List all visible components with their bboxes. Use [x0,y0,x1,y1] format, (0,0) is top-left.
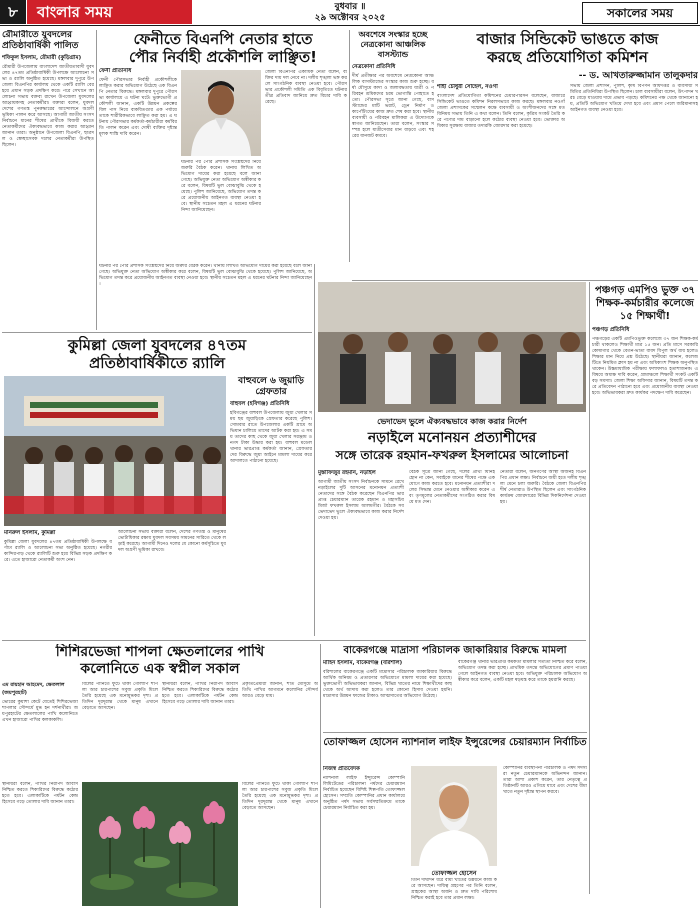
bakerganj-body-a: বরিশালের বাকেরগঞ্জে একটি মাদ্রাসার পরিচালক জাকারিয়ার বিরুদ্ধে আর্থিক অনিয়ম ও প্রতারণার অভিযোগে মামলা দায়ের করা হয়েছে। ভুক্তভোগী অভিভাবকরা জানান, বিভিন্ন খাতের নামে শিক্ষার্থীদের কাছ থেকে অর্থ আদায় করা হলেও তার কোনো হিসাব দেওয়া হয়নি। মাদ্রাসার উন্নয়ন ফান্ডের টাকাও আত্মসাতের অভিযোগ উঠেছে। [323,670,452,699]
shapla-headline-2: কলোনিতে এক স্বপ্নীল সকাল [80,661,240,677]
comilla-headline-2: প্রতিষ্ঠাবার্ষিকীতে র‍্যালি [89,354,225,372]
shapla-body-d-cont: বিলের পানিতে ফুটে থাকা গোলাপি শাপলা আর চারপাশের সবুজ প্রকৃতি মিলে তৈরি হয়েছে এক মনোমুগ্ধকর দৃশ্য। প্রতিদিন দূরদূরান্ত থেকে মানুষ এখানে বেড়াতে আসছেন। [242,782,318,811]
issue-day: বুধবার ॥ [334,2,366,12]
panchagarh-byline: পঞ্চগড় প্রতিনিধি [592,327,630,333]
page-number-box [0,0,26,24]
bakerganj-headline: বাকেরগঞ্জে মাদ্রাসা পরিচালক জাকারিয়ার বিরুদ্ধে মামলা [343,645,567,656]
lily-image [82,782,238,906]
issue-date [270,2,430,24]
bakerganj-body-b: বাকেরগঞ্জ থানার ভারপ্রাপ্ত কর্মকর্তা মামলার সত্যতা নিশ্চিত করে বলেন, অভিযোগ তদন্ত করা হচ্ছে। প্রাথমিক তদন্তে অভিযোগের প্রমাণ পাওয়া গেলে আইনগত ব্যবস্থা নেওয়া হবে। অভিযুক্ত পরিচালক অভিযোগ অস্বীকার করে বলেন, একটি মহল ষড়যন্ত্র করে তাকে হয়রানি করছে। [458,660,587,683]
narail-body-a: আগামী জাতীয় সংসদ নির্বাচনকে সামনে রেখে নড়াইলের দুটি আসনের মনোনয়ন প্রত্যাশী নেতাদের সঙ্গে বৈঠক করেছেন বিএনপির ভারপ্রাপ্ত চেয়ারম্যান তারেক রহমান ও মহাসচিব মির্জা ফখরুল ইসলাম আলমগীর। বৈঠকে সব ভেদাভেদ ভুলে ঐক্যবদ্ধভাবে কাজ করার নির্দেশ দেওয়া হয়। [318,480,404,521]
shapla-body-d: প্রকৃতিপ্রেমীরা জানান, শীত মৌসুমে অতিথি পাখির আগমনে কলোনির সৌন্দর্য আরও বেড়ে যায়। [242,682,318,699]
tofazzal-col-2 [411,878,497,906]
bazar-col-1 [437,84,565,274]
feni-body-b: ঘটনার পর পৌর প্রশাসক সংশ্লিষ্টদের নিয়ে জরুরি বৈঠক করেন। থানায় লিখিত অভিযোগ দায়ের করা হয়েছে বলে জানা গেছে। অভিযুক্ত নেতা অভিযোগ অস্বীকার করে বলেন, বিষয়টি ভুল বোঝাবুঝি থেকে হয়েছে। পুলিশ জানিয়েছে, অভিযোগ তদন্ত করে প্রয়োজনীয় আইনগত ব্যবস্থা নেওয়া হবে। স্থানীয় সচেতন মহল এ ধরনের ঘটনার নিন্দা জানিয়েছেন। [181,160,261,213]
feni-body-a-cont: ঘটনার পর পৌর প্রশাসক সংশ্লিষ্টদের নিয়ে জরুরি বৈঠক করেন। থানায় লিখিত অভিযোগ দায়ের করা হয়েছে বলে জানা গেছে। অভিযুক্ত নেতা অভিযোগ অস্বীকার করে বলেন, বিষয়টি ভুল বোঝাবুঝি থেকে হয়েছে। পুলিশ জানিয়েছে, অভিযোগ তদন্ত করে প্রয়োজনীয় আইনগত ব্যবস্থা নেওয়া হবে। স্থানীয় সচেতন মহল এ ধরনের ঘটনার নিন্দা জানিয়েছেন। [99,264,312,287]
narail-col-3 [500,470,586,636]
article-feni [99,30,347,262]
narail-caption: ভেদাভেদ ভুলে ঐক্যবদ্ধভাবে কাজ করার নির্দেশ [377,417,527,426]
bakerganj-col-2 [458,660,587,730]
tofazzal-body-a: ন্যাশনাল লাইফ ইন্স্যুরেন্স কোম্পানি লিমিটেডের পরিচালনা পর্ষদের চেয়ারম্যান নির্বাচিত হয়েছেন বিশিষ্ট শিল্পপতি তোফাজ্জল হোসেন। সম্প্রতি কোম্পানির প্রধান কার্যালয়ে অনুষ্ঠিত পর্ষদ সভায় সর্বসম্মতিক্রমে তাকে চেয়ারম্যান নির্বাচিত করা হয়। [323,776,405,811]
bazar-body-b: সভায় জেলা প্রশাসন, পুলিশ, কৃষি বিপণন অধিদপ্তর ও ব্যবসায়ী সমিতির প্রতিনিধিরা উপস্থিত ছিলেন। চাল ব্যবসায়ীরা বলেন, উৎপাদন খরচ বেড়ে যাওয়ায় দামে প্রভাব পড়ছে। কমিশনের পক্ষ থেকে জানানো হয়, প্রতিটি অভিযোগ খতিয়ে দেখা হবে এবং প্রমাণ পেলে জরিমানাসহ আইনগত ব্যবস্থা নেওয়া হবে। [570,84,698,113]
shapla-headline-1: শিশিরভেজা শাপলা ক্ষেতলালের পাখি [55,644,265,660]
shapla-col-1b [2,782,78,906]
tofazzal-photo-caption: তোফাজ্জল হোসেন [431,870,477,877]
section-banner [27,0,192,24]
tofazzal-body-b: তিনি দীর্ঘদিন ধরে বীমা খাতের উন্নয়নে কাজ করে আসছেন। দায়িত্ব গ্রহণের পর তিনি বলেন, গ্রাহকের আস্থা অর্জন ও দ্রুত দাবি পরিশোধ নিশ্চিত করাই হবে তার প্রধান লক্ষ্য। [411,878,497,901]
bahubal-byline: বাহুবল (হবিগঞ্জ) প্রতিনিধি [230,401,290,407]
article-netrokona [352,30,434,278]
article-shapla [2,644,318,908]
article-bazar [437,30,698,278]
comilla-headline-1: কুমিল্লা জেলা যুবদলের ৪৭তম [67,336,247,354]
tofazzal-col-1 [323,766,405,906]
col-rule [349,30,350,262]
article-narail [318,282,586,638]
bakerganj-byline: মাহিন ইসলাম, বাকেরগঞ্জ (বরিশাল) [323,660,403,666]
section-rule [352,280,698,281]
paper-logo [582,2,698,24]
portrait-image [181,70,261,156]
article-panchagarh [592,284,698,898]
bazar-byline: শাহী চৌধুরী সোহেল, নওগাঁ [437,84,498,90]
feni-headline-2: পৌর নির্বাহী প্রকৌশলি লাঞ্ছিত! [129,48,317,66]
shapla-body-a: ভোরের কুয়াশা কেটে যেতেই শিশিরভেজা শাপলার সৌন্দর্যে মুগ্ধ হন দর্শনার্থীরা। জয়পুরহাটের ক্ষেতলালের পাখি কলোনিতে এখন হাজারো পাখির কলকাকলি। [2,700,78,723]
tofazzal-byline: নিজস্ব প্রতিবেদক [323,766,360,772]
article-bahubal [230,336,312,636]
feni-headline-1: ফেনীতে বিএনপি নেতার হাতে [133,30,313,48]
portrait-image [411,766,497,866]
comilla-body-a: কুমিল্লা জেলা যুবদলের ৪৭তম প্রতিষ্ঠাবার্ষিকী উপলক্ষে বর্ণাঢ্য র‍্যালি ও আলোচনা সভা অনুষ্ঠিত হয়েছে। নগরীর কান্দিরপাড় থেকে র‍্যালিটি শুরু হয়ে বিভিন্ন সড়ক প্রদক্ষিণ করে। এতে হাজারো নেতাকর্মী অংশ নেন। [4,540,112,563]
netrokona-byline: নেত্রকোনা প্রতিনিধি [352,64,396,70]
tofazzal-photo [411,766,497,866]
comilla-rally-photo [4,376,226,526]
bahubal-body: হবিগঞ্জের বাহুবল উপজেলায় জুয়া খেলার সময় ছয় জুয়াড়িকে গ্রেফতার করেছে পুলিশ। সোমবার রাতে উপজেলার একটি গ্রামে অভিযান চালিয়ে তাদের আটক করা হয়। এ সময় তাদের কাছ থেকে জুয়া খেলার সরঞ্জাম ও নগদ টাকা উদ্ধার করা হয়। বাহুবল মডেল থানার ভারপ্রাপ্ত কর্মকর্তা জানান, গ্রেফতারদের বিরুদ্ধে জুয়া আইনে মামলা দায়ের করে আদালতে পাঠানো হয়েছে। [230,411,312,464]
feni-byline: ফেনী প্রতিনিধি [99,68,132,74]
feni-col-3 [265,70,347,258]
shapla-body-b: বিলের পানিতে ফুটে থাকা গোলাপি শাপলা আর চারপাশের সবুজ প্রকৃতি মিলে তৈরি হয়েছে এক মনোমুগ্ধকর দৃশ্য। প্রতিদিন দূরদূরান্ত থেকে মানুষ এখানে বেড়াতে আসছেন। [82,682,158,711]
paper-name: সকালের সময় [606,6,673,20]
article-tofazzal [323,736,587,906]
shapla-col-4 [242,682,318,778]
page-number: ৮ [8,3,18,21]
bazar-headline-1: বাজার সিন্ডিকেট ভাঙতে কাজ [476,30,659,48]
narail-body-b: বৈঠক সূত্রে জানা গেছে, দলের প্রার্থী যিনিই হোন না কেন, সবাইকে ধানের শীষের পক্ষে একযোগে কাজ করতে হবে। মনোনয়ন প্রত্যাশীরা দলের সিদ্ধান্ত মেনে নেওয়ার অঙ্গীকার করেন এবং তৃণমূলের নেতাকর্মীদের সংগঠিত করার বিষয়ে মত দেন। [409,470,495,505]
bazar-headline-2: করছে প্রতিযোগিতা কমিশন [487,48,648,66]
romari-byline: শফিকুল ইসলাম, রৌমারী (কুড়িগ্রাম) [2,55,82,61]
comilla-body-b: আলোচনা সভায় বক্তারা বলেন, দেশের গণতন্ত্র ও মানুষের ভোটাধিকার রক্ষায় যুবদল সবসময় সামনের সারিতে থেকে লড়াই করেছে। আগামী দিনেও দলের যে কোনো কর্মসূচিতে যুবদল অগ্রণী ভূমিকা রাখবে। [118,530,226,553]
netrokona-headline: অবশেষে সংস্কার হচ্ছে নেত্রকোনা আঞ্চলিক বাসস্ট্যান্ড [358,30,428,59]
netrokona-body: দীর্ঘ প্রতীক্ষার পর অবশেষে নেত্রকোনা আঞ্চলিক বাসস্ট্যান্ডের সংস্কার কাজ শুরু হচ্ছে। বর্ষা মৌসুমে কাদা ও জলাবদ্ধতায় যাত্রী ও পরিবহন শ্রমিকদের চরম ভোগান্তি পোহাতে হতো। পৌরসভা সূত্রে জানা গেছে, বাসস্ট্যান্ডের মাটি ভরাট, ড্রেন নির্মাণ ও কার্পেটিংয়ের কাজ দ্রুত শেষ করা হবে। স্থানীয় ব্যবসায়ী ও পরিবহন মালিকরা এ উদ্যোগকে স্বাগত জানিয়েছেন। তারা বলেন, সংস্কার সম্পন্ন হলে যাত্রীসেবার মান বাড়বে এবং শহরের যানজট কমবে। [352,74,434,139]
feni-continuation [99,264,312,330]
shapla-col-3 [162,682,238,778]
feni-photo [181,70,261,156]
article-romari [2,30,94,330]
shapla-body-c: স্থানীয়রা বলেন, পাখির নিরাপদ আবাস নিশ্চিত করতে শিকারিদের বিরুদ্ধে কঠোর হতে হবে। এলাকাটিকে পর্যটন কেন্দ্র হিসেবে গড়ে তোলার দাবি জানান তারা। [162,682,238,705]
tofazzal-headline: তোফাজ্জল হোসেন ন্যাশনাল লাইফ ইন্সুরেন্সের চেয়ারম্যান নির্বাচিত [323,737,587,748]
feni-col-1 [99,68,177,258]
col-rule [314,264,315,636]
issue-date-text: ২৯ অক্টোবর ২০২৫ [314,13,386,23]
col-rule [96,30,97,330]
bakerganj-col-1 [323,660,452,730]
shapla-body-a-cont: স্থানীয়রা বলেন, পাখির নিরাপদ আবাস নিশ্চিত করতে শিকারিদের বিরুদ্ধে কঠোর হতে হবে। এলাকাটিকে পর্যটন কেন্দ্র হিসেবে গড়ে তোলার দাবি জানান তারা। [2,782,78,805]
bazar-col-2 [570,84,698,274]
romari-body: রৌমারী উপজেলায় বাংলাদেশ জাতীয়তাবাদী যুবদলের ৪৭তম প্রতিষ্ঠাবার্ষিকী উপলক্ষে আলোচনা সভা ও র‍্যালি অনুষ্ঠিত হয়েছে। মঙ্গলবার দুপুরে উপজেলা বিএনপির কার্যালয় থেকে একটি র‍্যালি বের হয়ে প্রধান সড়ক প্রদক্ষিণ করে। পরে সেখানে আলোচনা সভায় বক্তব্য রাখেন উপজেলা যুবদলের আহ্বায়কসহ নেতাকর্মীরা। বক্তারা বলেন, যুবদল দেশের গণতন্ত্র পুনরুদ্ধারের আন্দোলনে অগ্রণী ভূমিকা পালন করে আসছে। আগামী জাতীয় সংসদ নির্বাচনে ধানের শীষের প্রার্থীকে বিজয়ী করতে নেতাকর্মীদের ঐক্যবদ্ধভাবে কাজ করার আহ্বান জানান তারা। অনুষ্ঠানে উপজেলা বিএনপি, ছাত্রদল ও স্বেচ্ছাসেবক দলের নেতাকর্মীরা উপস্থিত ছিলেন। [2,65,94,148]
feni-body-a: ফেনী পৌরসভার নির্বাহী প্রকৌশলীকে লাঞ্ছিত করার অভিযোগ উঠেছে এক বিএনপি নেতার বিরুদ্ধে। মঙ্গলবার দুপুরে পৌরসভা কার্যালয়ে এ ঘটনা ঘটে। ভুক্তভোগী প্রকৌশলী জানান, একটি উন্নয়ন প্রকল্পের বিল পাস নিয়ে বাকবিতণ্ডার এক পর্যায়ে তাকে শারীরিকভাবে লাঞ্ছিত করা হয়। এ ঘটনায় পৌরসভার কর্মকর্তা-কর্মচারীরা কর্মবিরতি পালন করেন এবং দোষী ব্যক্তির দৃষ্টান্তমূলক শাস্তি দাবি করেন। [99,78,177,137]
shapla-col-2 [82,682,158,778]
bahubal-headline: বাহুবলে ৬ জুয়াড়ি গ্রেফতার [238,376,304,397]
shapla-lily-photo [82,782,238,906]
article-bakerganj [323,644,587,730]
tofazzal-body-c: কোম্পানির ব্যবস্থাপনা পরিচালক ও পর্ষদ সদস্যরা নতুন চেয়ারম্যানকে অভিনন্দন জানান। তারা আশা প্রকাশ করেন, তার নেতৃত্বে প্রতিষ্ঠানটি আরও এগিয়ে যাবে এবং দেশের বীমা খাতে নতুন দৃষ্টান্ত স্থাপন করবে। [503,766,587,795]
bazar-body-a: বাংলাদেশ প্রতিযোগিতা কমিশনের চেয়ারপারসন বলেছেন, বাজারে সিন্ডিকেট ভাঙতে কমিশন নিরলসভাবে কাজ করছে। মঙ্গলবার নওগাঁ জেলা প্রশাসকের সম্মেলন কক্ষে ব্যবসায়ী ও অংশীজনদের সঙ্গে মতবিনিময় সভায় তিনি এ কথা বলেন। তিনি বলেন, কৃত্রিম সংকট তৈরি করে পণ্যের দাম বাড়ানো হলে কঠোর ব্যবস্থা নেওয়া হবে। ভোক্তার অধিকার সুরক্ষায় বাজার তদারকি জোরদার করা হয়েছে। [437,94,565,129]
col-rule [320,644,321,908]
romari-headline: রৌমারীতে যুবদলের প্রতিষ্ঠাবার্ষিকী পালিত [2,30,79,51]
comilla-col-1 [4,530,112,634]
rally-image [4,376,226,526]
feni-col-2 [181,160,261,258]
section-rule [2,640,586,641]
bazar-author: -- ড. আখতারুজ্জামান তালুকদার [578,71,698,81]
meeting-image [318,282,586,412]
feni-body-c: জেলা বিএনপির একাধিক নেতা বলেন, ব্যক্তির দায় দল নেবে না। দলীয় শৃঙ্খলা ভঙ্গ করলে সাংগঠনিক ব্যবস্থা নেওয়া হবে। পৌরসভার প্রকৌশলী সমিতি এক বিবৃতিতে ঘটনার তীব্র প্রতিবাদ জানিয়ে দ্রুত বিচার দাবি করেছে। [265,70,347,105]
section-title: বাংলার সময় [37,3,113,21]
shapla-col-4b [242,782,318,906]
narail-body-c: নেতারা বলেন, জনগণের আস্থা অর্জনই বিএনপির প্রধান লক্ষ্য। নির্বাচনে জয়ী হতে দলীয় শৃঙ্খলা মেনে চলা জরুরি। বৈঠকে জেলা বিএনপির শীর্ষ নেতারাও উপস্থিত ছিলেন এবং সাংগঠনিক কার্যক্রম জোরদারের বিভিন্ন দিকনির্দেশনা দেওয়া হয়। [500,470,586,505]
shapla-col-1 [2,682,78,778]
narail-headline-1: নড়াইলে মনোনয়ন প্রত্যাশীদের [367,430,537,446]
section-rule [2,332,312,333]
comilla-byline: মনিরুল ইসলাম, কুমিল্লা [4,530,56,536]
col-rule [589,282,590,894]
narail-headline-2: সঙ্গে তারেক রহমান-ফখরুল ইসলামের আলোচনা [335,448,569,462]
narail-byline: মুস্তাফিজুর রহমান, নড়াইল [318,470,376,476]
narail-col-2 [409,470,495,636]
masthead [0,0,700,26]
panchagarh-body: পঞ্চগড়ের একটি এমপিওভুক্ত কলেজে ৩৭ জন শিক্ষক-কর্মচারী থাকলেও শিক্ষার্থী মাত্র ১৫ জন। প্রতি মাসে সরকারি কোষাগার থেকে বেতন-ভাতা বাবদ বিপুল অর্থ ব্যয় হলেও শিক্ষার মান নিয়ে প্রশ্ন উঠেছে। স্থানীয়রা জানান, কলেজটিতে নিয়মিত ক্লাস হয় না এবং অধিকাংশ শিক্ষক অনুপস্থিত থাকেন। উচ্চমাধ্যমিক পরীক্ষায় ফলাফলও হতাশাজনক। এ বিষয়ে অধ্যক্ষ দাবি করেন, গ্রামাঞ্চলে শিক্ষার্থী সংকট একটি বড় সমস্যা। জেলা শিক্ষা অফিসার জানান, বিষয়টি তদন্ত করে প্রতিবেদন পাঠানো হবে এবং প্রয়োজনীয় ব্যবস্থা নেওয়া হবে। অভিভাবকরা দ্রুত কার্যকর পদক্ষেপ দাবি করেছেন। [592,337,698,396]
comilla-col-2 [118,530,226,634]
masthead-rule [0,25,700,26]
shapla-byline: এম রায়হান আহমেদ, ক্ষেতলাল (জয়পুরহাট) [2,682,65,696]
section-rule [323,732,587,733]
panchagarh-headline: পঞ্চগড় এমপিও ভুক্ত ৩৭ শিক্ষক-কর্মচারীর কলেজে ১৫ শিক্ষার্থী! [594,285,695,322]
narail-meeting-photo [318,282,586,412]
narail-col-1 [318,470,404,636]
tofazzal-col-3 [503,766,587,906]
